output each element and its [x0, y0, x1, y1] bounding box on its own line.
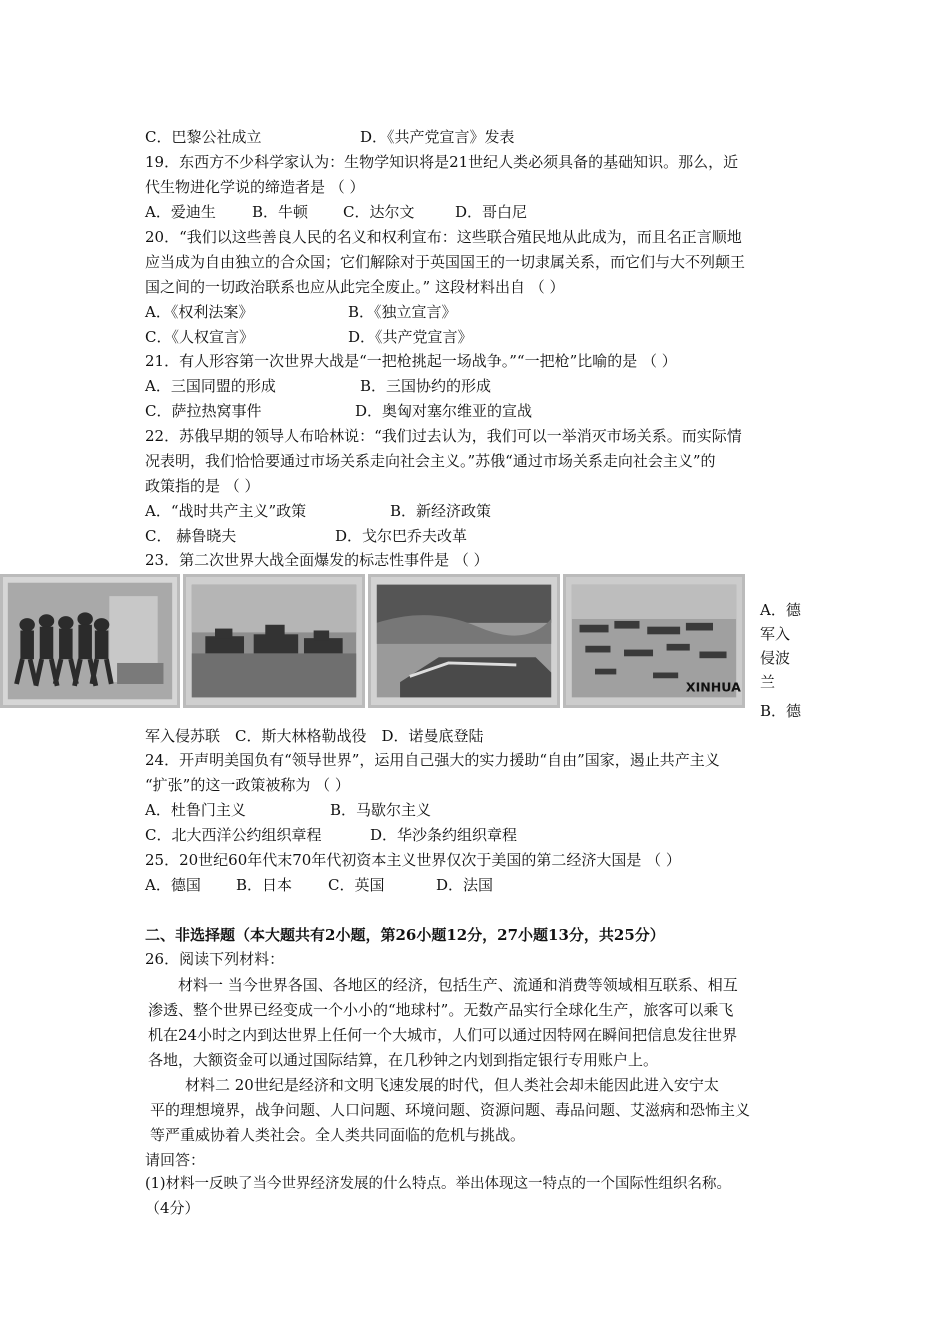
q22-stem-line2: 况表明，我们恰恰要通过市场关系走向社会主义。”苏俄“通过市场关系走向社会主义”的	[145, 452, 716, 470]
q19-option-c: C．达尔文	[343, 203, 415, 221]
q20-option-a: A．《权利法案》	[145, 303, 254, 321]
q25-option-c: C．英国	[328, 876, 385, 894]
q20-option-b: B．《独立宣言》	[348, 303, 457, 321]
q22-option-d: D．戈尔巴乔夫改革	[335, 527, 468, 545]
q20-stem-line3: 国之间的一切政治联系也应从此完全废止。” 这段材料出自 （ ）	[145, 278, 565, 296]
q24-option-a: A．杜鲁门主义	[145, 801, 246, 819]
q19-stem-line2: 代生物进化学说的缔造者是 （ ）	[145, 178, 365, 196]
q23-stem: 23．第二次世界大战全面爆发的标志性事件是 （ ）	[145, 551, 489, 569]
q19-option-b: B．牛顿	[252, 203, 309, 221]
q19-option-d: D．哥白尼	[455, 203, 528, 221]
q23-photo-b-tanks	[183, 574, 365, 708]
section-2-heading: 二、非选择题（本大题共有2小题，第26小题12分，27小题13分，共25分）	[145, 926, 665, 944]
q22-stem-line3: 政策指的是 （ ）	[145, 477, 260, 495]
material-1-line4: 各地，大额资金可以通过国际结算，在几秒钟之内划到指定银行专用账户上。	[148, 1051, 659, 1069]
material-1-line3: 机在24小时之内到达世界上任何一个大城市，人们可以通过因特网在瞬间把信息发往世界	[148, 1026, 738, 1044]
sub-question-1-line1: (1)材料一反映了当今世界经济发展的什么特点。举出体现这一特点的一个国际性组织名称。	[145, 1176, 732, 1192]
q19-stem-line1: 19．东西方不少科学家认为：生物学知识将是21世纪人类必须具备的基础知识。那么，近	[145, 153, 739, 171]
q22-option-c: C． 赫鲁晓夫	[145, 527, 237, 545]
q23-photo-d-landing	[563, 574, 745, 708]
q24-option-c: C．北大西洋公约组织章程	[145, 826, 322, 844]
q20-stem-line2: 应当成为自由独立的合众国；它们解除对于英国国王的一切隶属关系，而它们与大不列颠王	[145, 253, 746, 271]
q25-stem: 25．20世纪60年代末70年代初资本主义世界仅次于美国的第二经济大国是 （ ）	[145, 851, 681, 869]
q18-option-d: D．《共产党宣言》发表	[360, 128, 515, 146]
q24-option-b: B．马歇尔主义	[330, 801, 432, 819]
q25-option-d: D．法国	[436, 876, 494, 894]
q25-option-b: B．日本	[236, 876, 293, 894]
q21-option-a: A．三国同盟的形成	[145, 377, 276, 395]
q20-option-d: D．《共产党宣言》	[348, 328, 473, 346]
q22-option-a: A．“战时共产主义”政策	[145, 502, 307, 520]
material-2-line3: 等严重威协着人类社会。全人类共同面临的危机与挑战。	[150, 1126, 526, 1144]
material-2-line1: 材料二 20世纪是经济和文明飞速发展的时代，但人类社会却未能因此进入安宁太	[185, 1076, 719, 1094]
q23-photo-c-battle	[368, 574, 560, 708]
material-2-line2: 平的理想境界，战争问题、人口问题、环境问题、资源问题、毒品问题、艾滋病和恐怖主义	[150, 1101, 751, 1119]
q22-stem-line1: 22．苏俄早期的领导人布哈林说：“我们过去认为，我们可以一举消灭市场关系。而实际情	[145, 427, 742, 445]
q23-option-a-wrapped: A．德军入侵波兰	[760, 601, 801, 691]
q19-option-a: A．爱迪生	[145, 203, 216, 221]
material-1-line1: 材料一 当今世界各国、各地区的经济，包括生产、流通和消费等领域相互联系、相互	[178, 976, 738, 994]
q23-photo-a-soldiers	[0, 574, 180, 708]
answer-prompt: 请回答：	[145, 1151, 206, 1169]
q20-stem-line1: 20．“我们以这些善良人民的名义和权利宣布：这些联合殖民地从此成为，而且名正言顺地	[145, 228, 742, 246]
q20-option-c: C．《人权宣言》	[145, 328, 254, 346]
q18-option-c: C．巴黎公社成立	[145, 128, 262, 146]
q21-option-c: C．萨拉热窝事件	[145, 402, 262, 420]
q21-option-b: B．三国协约的形成	[360, 377, 492, 395]
q23-option-b-head: B．德	[760, 702, 802, 720]
q23-options-line2: 军入侵苏联 C．斯大林格勒战役 D．诺曼底登陆	[145, 727, 484, 745]
material-1-line2: 渗透、整个世界已经变成一个小小的“地球村”。无数产品实行全球化生产，旅客可以乘飞	[148, 1001, 734, 1019]
q22-option-b: B．新经济政策	[390, 502, 492, 520]
q24-stem-line2: “扩张”的这一政策被称为 （ ）	[145, 776, 350, 794]
q21-option-d: D．奥匈对塞尔维亚的宣战	[355, 402, 533, 420]
xinhua-watermark: XINHUA	[685, 679, 741, 695]
q24-option-d: D．华沙条约组织章程	[370, 826, 518, 844]
q21-stem: 21．有人形容第一次世界大战是“一把枪挑起一场战争。”“一把枪”比喻的是 （ ）	[145, 352, 677, 370]
q25-option-a: A．德国	[145, 876, 201, 894]
q26-intro: 26．阅读下列材料：	[145, 950, 285, 968]
sub-question-1-points: （4分）	[145, 1199, 200, 1217]
q24-stem-line1: 24．开声明美国负有“领导世界”，运用自己强大的实力援助“自由”国家，遏止共产主义	[145, 751, 720, 769]
